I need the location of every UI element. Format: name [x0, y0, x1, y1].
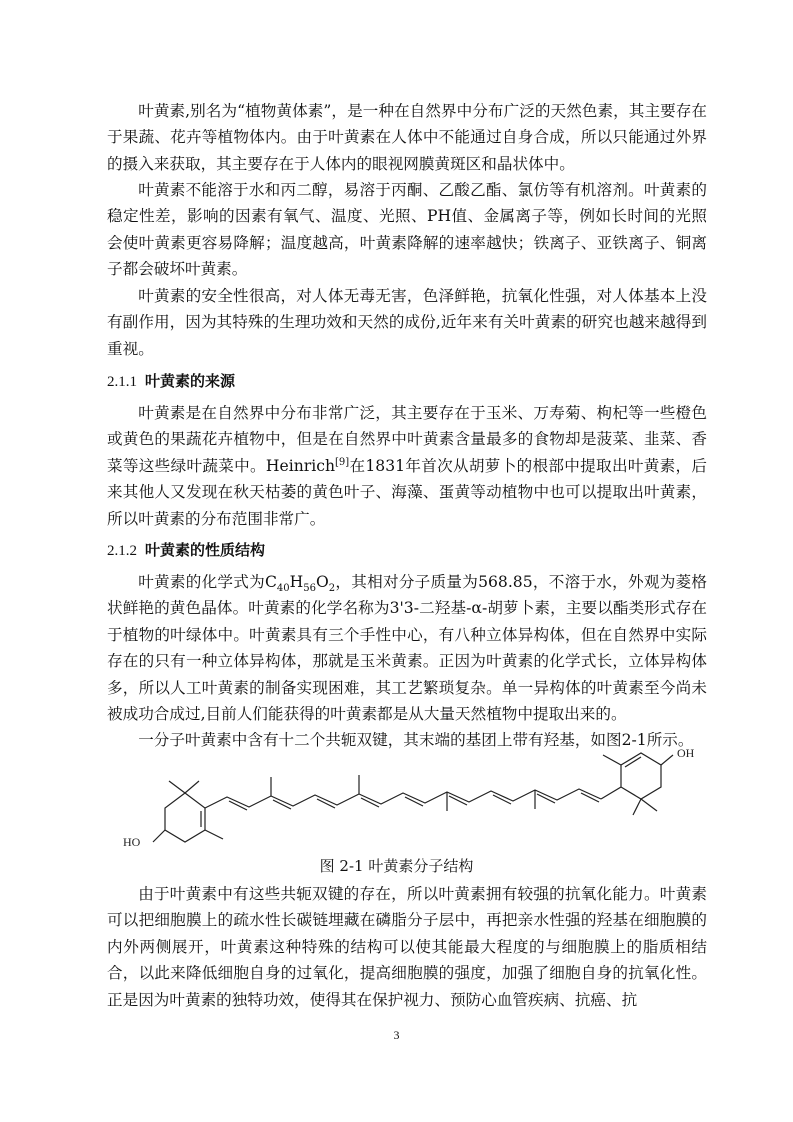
left-ho-bond [153, 830, 165, 842]
right-ring [601, 753, 661, 799]
left-ring-methyl [205, 830, 223, 839]
paragraph-safety: 叶黄素的安全性很高，对人体无毒无害，色泽鲜艳，抗氧化性强，对人体基本上没有副作用，因为其特殊的生理功效和天然的成份,近年来有关叶黄素的研究也越来越得到重视。 [107, 287, 707, 358]
paragraph-intro: 叶黄素,别名为“植物黄体素”，是一种在自然界中分布广泛的天然色素，其主要存在于果蔬、花卉等植物体内。由于叶黄素在人体中不能通过自身合成，所以只能通过外界的摄入来获取，其主要存在于人体内的眼视网膜黄斑区和晶状体中。 [107, 102, 707, 173]
figure-caption: 图 2-1 叶黄素分子结构 [319, 857, 474, 875]
page-number: 3 [393, 1028, 400, 1042]
citation-ref: [9] [335, 456, 350, 468]
paragraph-antioxidant: 由于叶黄素中有这些共轭双键的存在，所以叶黄素拥有较强的抗氧化能力。叶黄素可以把细胞膜上的疏水性长碳链埋藏在磷脂分子层中，再把亲水性强的羟基在细胞膜的内外两侧展开，叶黄素这种特殊的结构可以使其能最大程度的与细胞膜上的脂质相结合，以此来降低细胞自身的过氧化，提高细胞膜的强度，加强了细胞自身的抗氧化性。正是因为叶黄素的独特功效，使得其在保护视力、预防心血管疾病、抗癌、抗 [107, 885, 707, 1009]
right-ring-methyl [603, 755, 621, 765]
section-heading-source [107, 370, 235, 393]
paragraph-figure-intro: 一分子叶黄素中含有十二个共轭双键，其末端的基团上带有羟基，如图2-1所示。 [138, 731, 694, 749]
right-gem-methyl-1 [633, 799, 641, 815]
oh-label: OH [677, 746, 695, 760]
gem-methyl-2 [185, 781, 199, 793]
section-heading-structure [107, 539, 265, 562]
paragraph-properties: 叶黄素的化学式为$C_{40}H_{56}O_2$，其相对分子质量为568.85，不溶于水，外观为菱格状鲜艳的黄色晶体。叶黄素的化学名称为3'3-二羟基-α-胡萝卜素，主要以酯类形式存在于植物的叶绿体中。叶黄素具有三个手性中心，有八种立体异构体，但在自然界中实际存在的只有一种立体异构体，那就是玉米黄素。正因为叶黄素的化学式长，立体异构体多，所以人工叶黄素的制备实现困难，其工艺繁琐复杂。单一异构体的叶黄素至今尚未被成功合成过,目前人们能获得的叶黄素都是从大量天然植物中提取出来的。 [107, 573, 707, 724]
section-number: 2.1.2 [107, 543, 137, 559]
section-title: 叶黄素的性质结构 [145, 541, 266, 559]
polyene-chain [205, 789, 601, 808]
left-ring [165, 793, 205, 842]
ho-label: HO [123, 835, 141, 849]
molecule-structure-diagram [105, 745, 705, 855]
paragraph-source: 叶黄素是在自然界中分布非常广泛，其主要存在于玉米、万寿菊、枸杞等一些橙色或黄色的果蔬花卉植物中，但是在自然界中叶黄素含量最多的食物却是菠菜、韭菜、香菜等这些绿叶蔬菜中。Heinrich[9]在1831年首次从胡萝卜的根部中提取出叶黄素，后来其他人又发现在秋天枯萎的黄色叶子、海藻、蛋黄等动植物中也可以提取出叶黄素，所以叶黄素的分布范围非常广。 [107, 404, 707, 528]
gem-methyl-1 [169, 781, 185, 793]
section-title: 叶黄素的来源 [145, 372, 236, 390]
lutein-molecule-figure [105, 745, 705, 855]
section-number: 2.1.1 [107, 374, 137, 390]
right-oh-bond [661, 755, 673, 765]
paragraph-solubility: 叶黄素不能溶于水和丙二醇，易溶于丙酮、乙酸乙酯、氯仿等有机溶剂。叶黄素的稳定性差，影响的因素有氧气、温度、光照、PH值、金属离子等，例如长时间的光照会使叶黄素更容易降解；温度越高，叶黄素降解的速率越快；铁离子、亚铁离子、铜离子都会破坏叶黄素。 [107, 181, 707, 279]
right-ring-double-bond [625, 757, 641, 767]
right-gem-methyl-2 [641, 799, 657, 811]
